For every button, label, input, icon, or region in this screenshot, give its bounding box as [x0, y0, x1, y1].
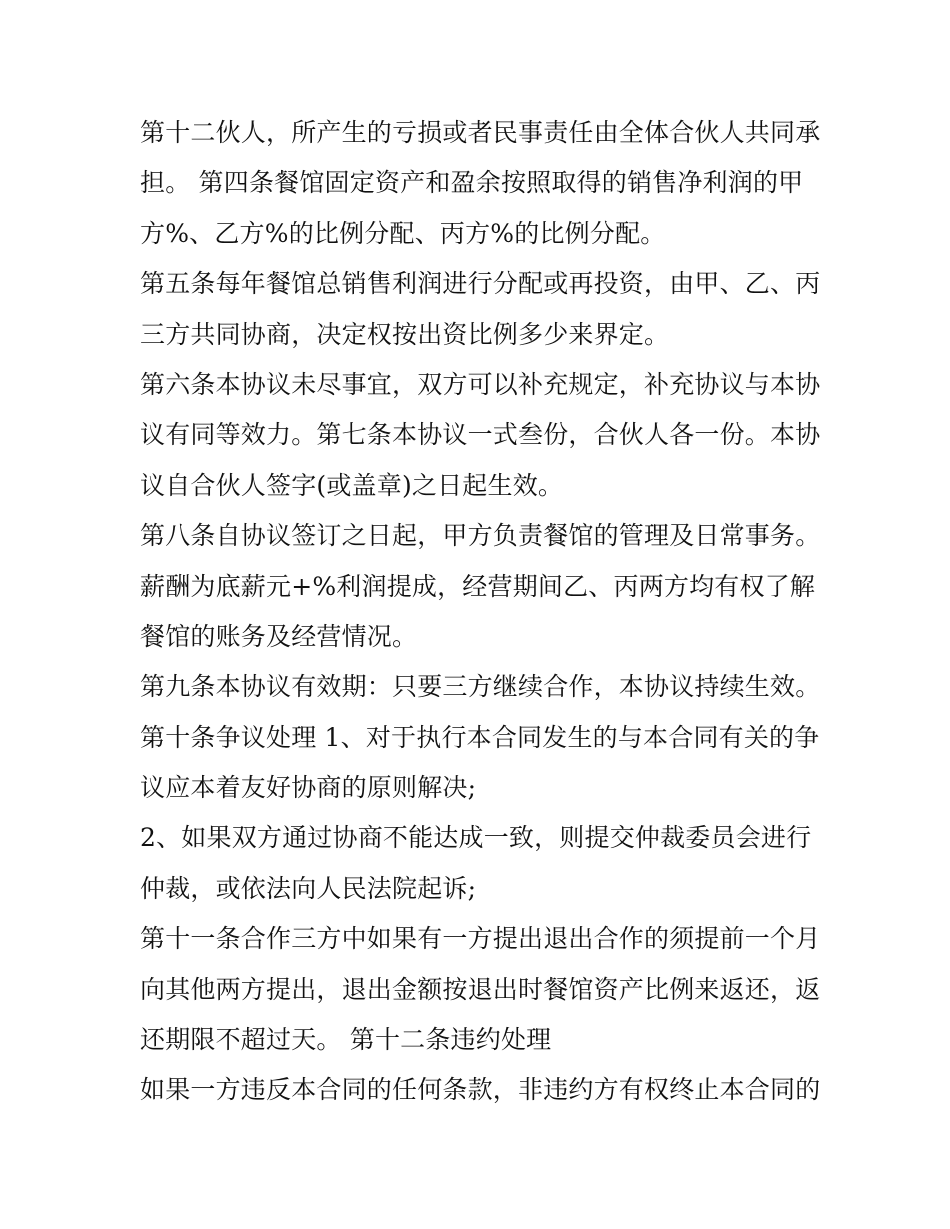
- text-line: 第九条本协议有效期：只要三方继续合作，本协议持续生效。: [140, 672, 821, 702]
- document-page: [140, 108, 820, 1116]
- text-line: 议自合伙人签字(或盖章)之日起生效。: [140, 470, 564, 500]
- text-line: 方%、乙方%的比例分配、丙方%的比例分配。: [140, 218, 666, 248]
- text-line: 担。 第四条餐馆固定资产和盈余按照取得的销售净利润的甲: [140, 168, 804, 198]
- text-line: 第八条自协议签订之日起，甲方负责餐馆的管理及日常事务。: [140, 521, 821, 551]
- text-line: 仲裁，或依法向人民法院起诉;: [140, 873, 477, 903]
- text-line: 第十一条合作三方中如果有一方提出退出合作的须提前一个月: [140, 924, 821, 954]
- text-line: 议应本着友好协商的原则解决;: [140, 773, 477, 803]
- text-line: 第五条每年餐馆总销售利润进行分配或再投资，由甲、乙、丙: [140, 269, 821, 299]
- text-line: 第六条本协议未尽事宜，双方可以补充规定，补充协议与本协: [140, 369, 821, 399]
- text-line: 餐馆的账务及经营情况。: [140, 621, 418, 651]
- text-line: 如果一方违反本合同的任何条款，非违约方有权终止本合同的: [140, 1075, 821, 1105]
- text-line: 议有同等效力。第七条本协议一式叁份，合伙人各一份。本协: [140, 420, 821, 450]
- text-line: 2、如果双方通过协商不能达成一致，则提交仲裁委员会进行: [140, 823, 812, 853]
- text-line: 还期限不超过天。 第十二条违约处理: [140, 1025, 552, 1055]
- text-line: 薪酬为底薪元+%利润提成，经营期间乙、丙两方均有权了解: [140, 571, 816, 601]
- text-line: 向其他两方提出，退出金额按退出时餐馆资产比例来返还，返: [140, 974, 821, 1004]
- text-line: 第十条争议处理 1、对于执行本合同发生的与本合同有关的争: [140, 722, 820, 752]
- text-line: 三方共同协商，决定权按出资比例多少来界定。: [140, 319, 670, 349]
- text-line: 第十二伙人，所产生的亏损或者民事责任由全体合伙人共同承: [140, 118, 821, 147]
